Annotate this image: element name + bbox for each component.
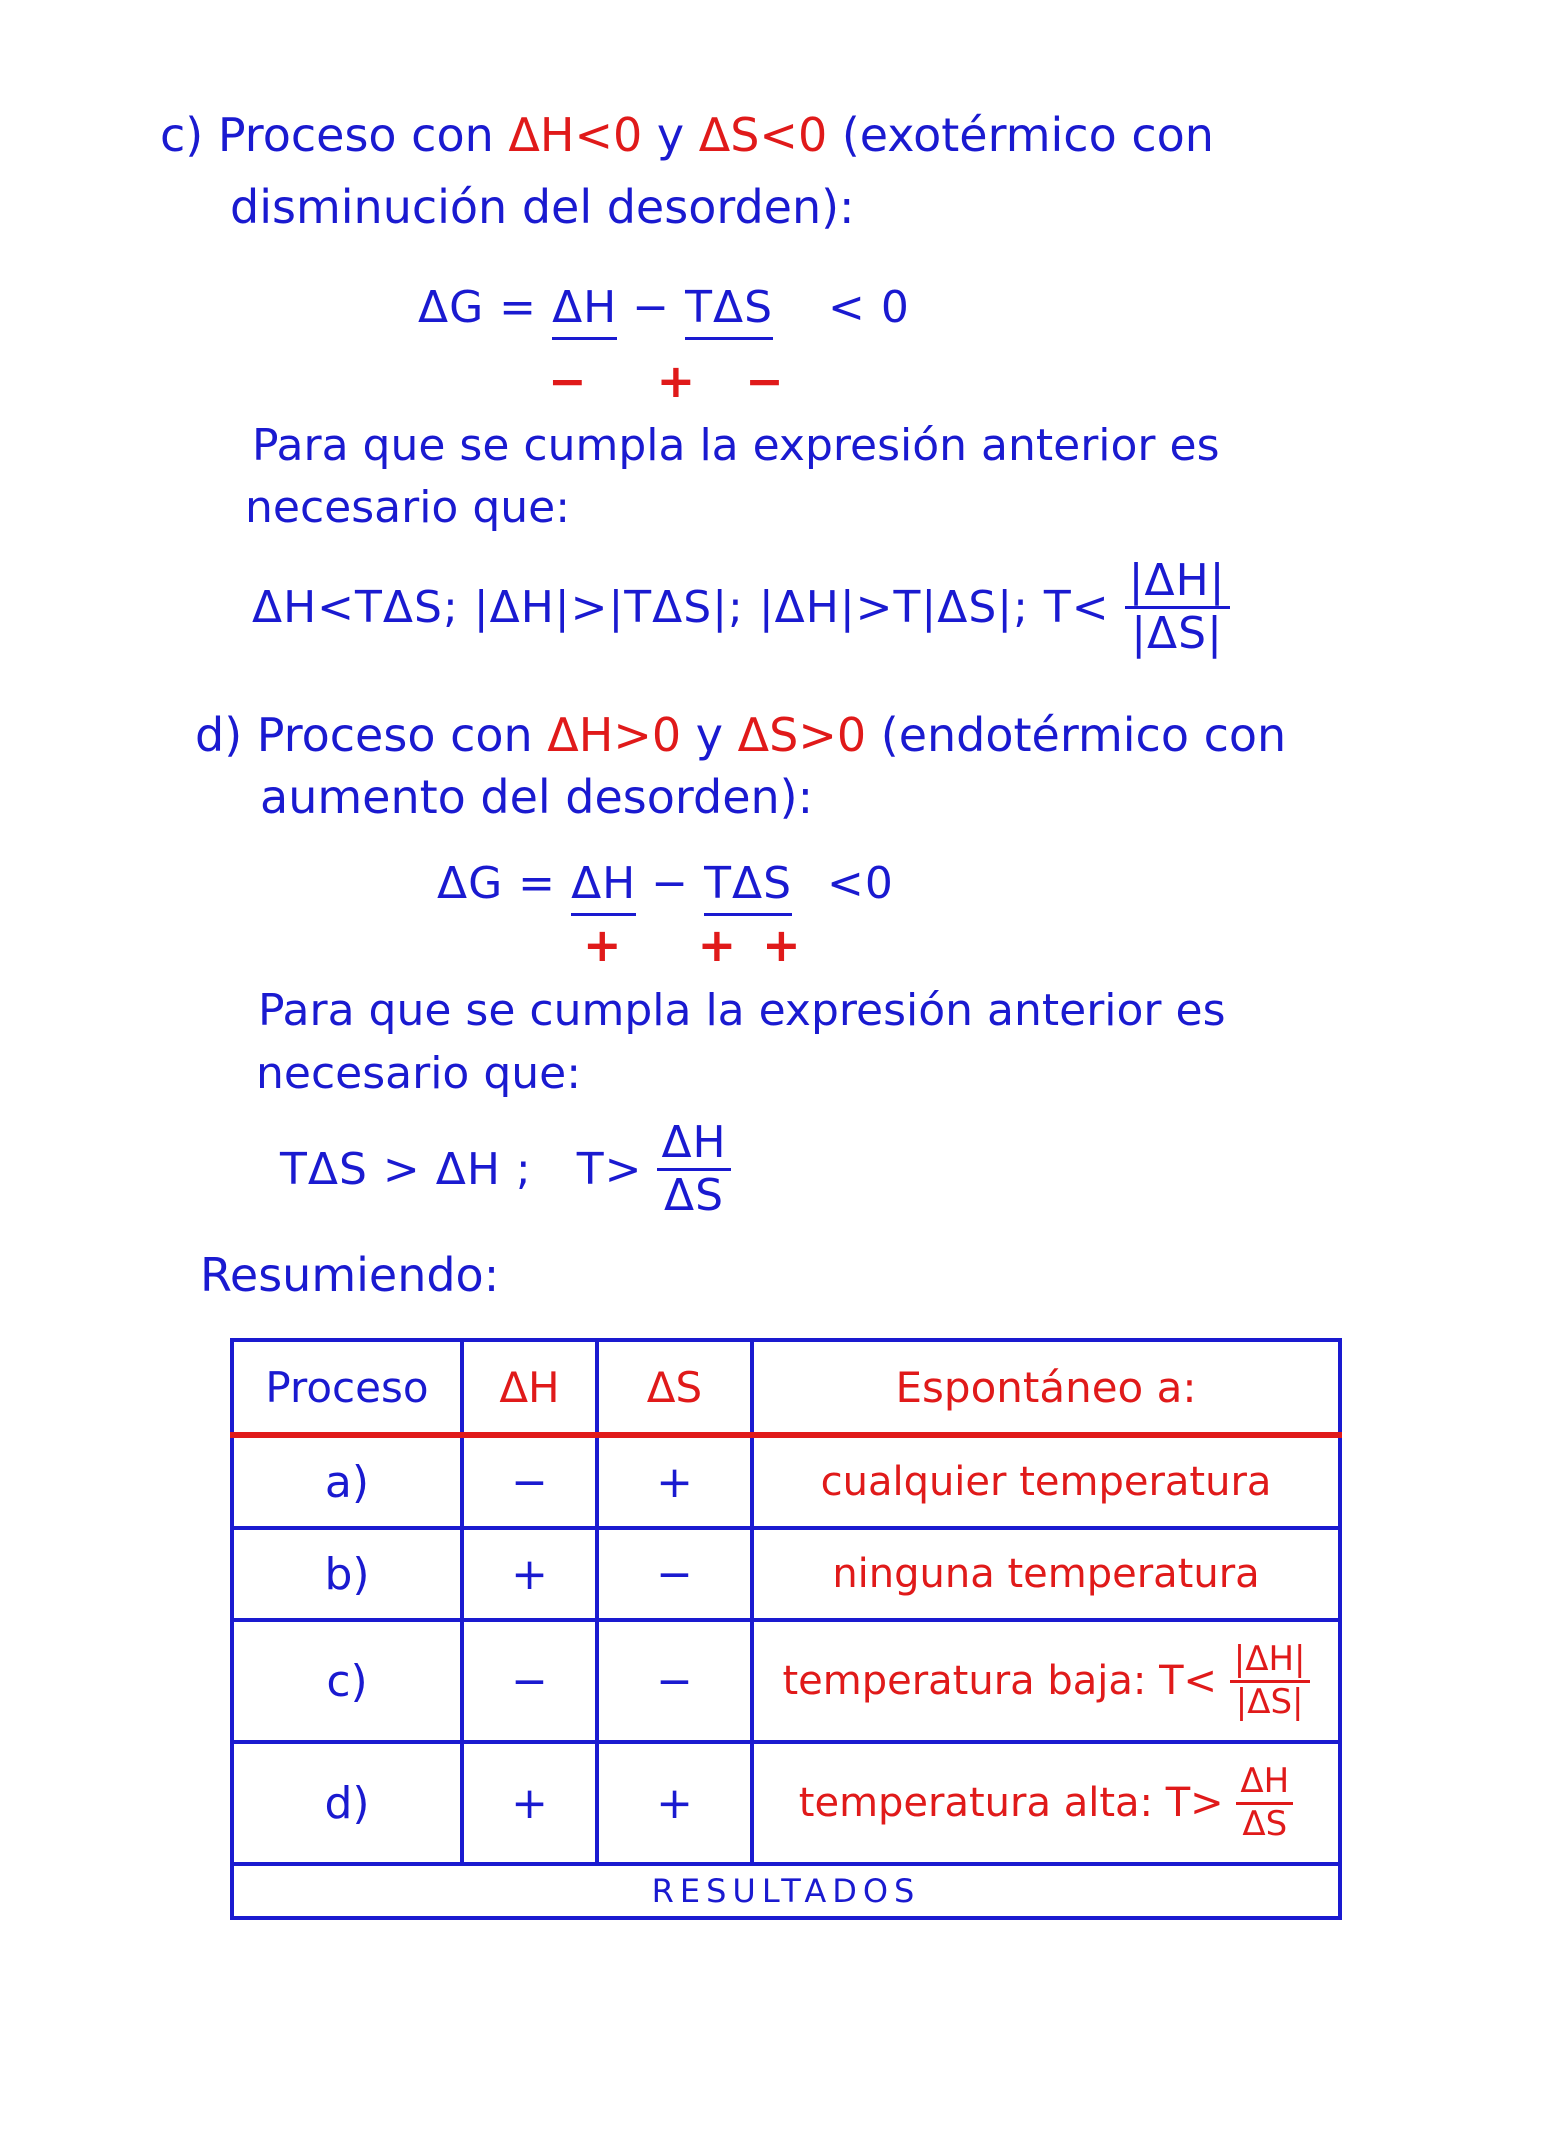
row-c-dh: − — [462, 1620, 597, 1742]
header-ds: ΔS — [597, 1340, 752, 1435]
section-c-heading — [160, 108, 1214, 162]
c-sign-t: + — [656, 354, 696, 408]
row-c-result-text: temperatura baja: T< — [782, 1658, 1218, 1704]
section-c-intro: Proceso con — [217, 108, 494, 162]
d-sign-ds: + — [762, 918, 801, 972]
row-c-result — [752, 1620, 1340, 1742]
section-c-signs — [548, 354, 784, 408]
row-b-result: ninguna temperatura — [752, 1528, 1340, 1620]
row-a-dh: − — [462, 1435, 597, 1528]
section-d-heading — [195, 708, 1286, 762]
header-dh: ΔH — [462, 1340, 597, 1435]
row-c-ds: − — [597, 1620, 752, 1742]
d-cond-fraction — [657, 1117, 730, 1222]
row-b-ds: − — [597, 1528, 752, 1620]
table-row — [232, 1742, 1340, 1864]
section-c-cond-ds: ΔS<0 — [698, 108, 828, 162]
d-eq-dh: ΔH — [571, 858, 636, 916]
section-c-equation — [418, 282, 910, 333]
c-cond-line: ΔH<TΔS; |ΔH|>|TΔS|; |ΔH|>T|ΔS|; T< — [252, 582, 1110, 634]
row-d-dh: + — [462, 1742, 597, 1864]
c-eq-left: ΔG = — [418, 282, 538, 333]
row-c-frac-num: |ΔH| — [1230, 1642, 1310, 1683]
row-c-proc: c) — [232, 1620, 462, 1742]
summary-table — [230, 1338, 1342, 1920]
row-a-proc: a) — [232, 1435, 462, 1528]
summary-label: Resumiendo: — [200, 1248, 500, 1302]
section-d-need1: Para que se cumpla la expresión anterior es — [258, 985, 1226, 1036]
section-d-signs — [583, 918, 801, 972]
c-eq-dh: ΔH — [552, 282, 617, 340]
c-eq-right: < 0 — [828, 282, 910, 333]
table-row — [232, 1528, 1340, 1620]
header-proceso: Proceso — [232, 1340, 462, 1435]
row-d-ds: + — [597, 1742, 752, 1864]
section-c-need1: Para que se cumpla la expresión anterior es — [252, 420, 1220, 471]
table-footer: RESULTADOS — [232, 1864, 1340, 1918]
section-c-need2: necesario que: — [245, 482, 571, 533]
row-a-result: cualquier temperatura — [752, 1435, 1340, 1528]
d-eq-left: ΔG = — [437, 858, 557, 909]
d-frac-num: ΔH — [657, 1120, 730, 1171]
row-d-fraction — [1236, 1760, 1293, 1844]
section-d-intro: Proceso con — [256, 708, 533, 762]
section-d-line2: aumento del desorden): — [260, 770, 814, 824]
section-d-label: d) — [195, 708, 243, 762]
c-eq-tds: TΔS — [685, 282, 773, 340]
section-d-conj: y — [695, 708, 724, 762]
section-d-need2: necesario que: — [256, 1048, 582, 1099]
c-eq-minus: − — [632, 282, 671, 333]
d-eq-right: <0 — [827, 858, 894, 909]
section-d-condition — [280, 1117, 731, 1222]
table-row — [232, 1435, 1340, 1528]
section-c-condition — [252, 555, 1230, 660]
c-sign-ds: − — [745, 354, 784, 408]
row-d-frac-num: ΔH — [1236, 1764, 1293, 1805]
d-sign-dh: + — [583, 918, 622, 972]
section-c-conj: y — [656, 108, 685, 162]
d-frac-den: ΔS — [664, 1170, 725, 1222]
row-b-dh: + — [462, 1528, 597, 1620]
section-d-paren: (endotérmico con — [880, 708, 1287, 762]
table-header-row — [232, 1340, 1340, 1435]
section-c-paren: (exotérmico con — [841, 108, 1214, 162]
c-frac-den: |ΔS| — [1131, 608, 1223, 660]
d-eq-minus: − — [651, 858, 690, 909]
table-footer-row — [232, 1864, 1340, 1918]
d-sign-t: + — [697, 918, 737, 972]
section-c-line2: disminución del desorden): — [230, 180, 855, 234]
table-row — [232, 1620, 1340, 1742]
row-c-fraction — [1230, 1638, 1310, 1722]
row-c-frac-den: |ΔS| — [1235, 1681, 1304, 1722]
row-b-proc: b) — [232, 1528, 462, 1620]
c-sign-dh: − — [548, 354, 587, 408]
row-d-result-text: temperatura alta: T> — [798, 1780, 1224, 1826]
section-d-cond-ds: ΔS>0 — [737, 708, 867, 762]
d-cond-line: TΔS > ΔH ; T> — [280, 1144, 643, 1196]
section-d-equation — [437, 858, 894, 909]
section-c-label: c) — [160, 108, 204, 162]
section-c-cond-dh: ΔH<0 — [508, 108, 643, 162]
row-d-frac-den: ΔS — [1242, 1803, 1288, 1844]
row-a-ds: + — [597, 1435, 752, 1528]
section-d-cond-dh: ΔH>0 — [547, 708, 682, 762]
row-d-proc: d) — [232, 1742, 462, 1864]
d-eq-tds: TΔS — [704, 858, 792, 916]
c-frac-num: |ΔH| — [1125, 558, 1230, 609]
row-d-result — [752, 1742, 1340, 1864]
header-espontaneo: Espontáneo a: — [752, 1340, 1340, 1435]
c-cond-fraction — [1125, 555, 1230, 660]
